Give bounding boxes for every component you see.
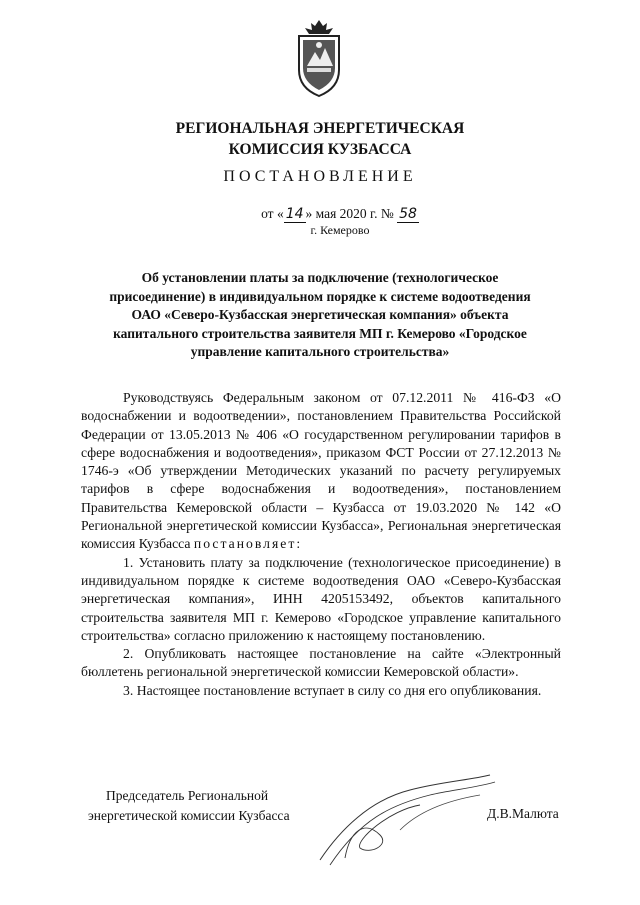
document-title: Об установлении платы за подключение (технологическое присоединение) в индивидуальном порядке к системе водоотведения ОАО «Северо-Кузбасская энергетическая компания» объекта капитального строительства заявителя МП г. Кемерово «Городское управление капитального строительства» <box>109 270 531 359</box>
document-type: ПОСТАНОВЛЕНИЕ <box>223 168 417 185</box>
item-1: 1. Установить плату за подключение (технологическое присоединение) в индивидуальном порядке к системе водоотведения ОАО «Северо-Кузбасская энергетическая компания», ИНН 4205153492, объектов капитального строительства заявителя МП г. Кемерово «Городское управление капитального строительства» согласно приложению к настоящему постановлению. <box>81 554 561 643</box>
intro-text: Руководствуясь Федеральным законом от 07.12.2011 № 416-ФЗ «О водоснабжении и водоотведении», постановлением Правительства Российской Федерации от 13.05.2013 № 406 «О государственном регулировании тарифов в сфере водоснабжения и водоотведения», приказом ФСТ России от 27.12.2013 № 1746-э «Об утверждении Методических указаний по расчету регулируемых тарифов в сфере водоснабжения и водоотведения», постановлением Правительства Кемеровской области – Кузбасса от 19.03.2020 № 142 «О Региональной энергетической комиссии Кузбасса», Региональная энергетическая комиссия Кузбасса <box>81 390 561 552</box>
document-number: 58 <box>399 206 417 222</box>
item-3: 3. Настоящее постановление вступает в силу со дня его опубликования. <box>123 682 542 698</box>
date-line <box>20 206 640 223</box>
decree-word: постановляет: <box>193 536 303 552</box>
signer-position <box>88 786 290 826</box>
handwritten-signature <box>300 760 500 870</box>
signer-name: Д.В.Малюта <box>487 806 559 821</box>
city: г. Кемерово <box>310 223 370 237</box>
document-body <box>81 389 561 700</box>
date-day: 14 <box>285 206 304 222</box>
organization-name: РЕГИОНАЛЬНАЯ ЭНЕРГЕТИЧЕСКАЯ КОМИССИЯ КУЗБАССА <box>175 120 465 158</box>
coat-of-arms-emblem <box>293 18 345 98</box>
date-middle: » мая 2020 г. № <box>305 206 394 221</box>
item-2: 2. Опубликовать настоящее постановление на сайте «Электронный бюллетень региональной энергетической комиссии Кемеровской области». <box>81 646 561 680</box>
position-line-1: Председатель Региональной <box>106 788 269 803</box>
position-line-2: энергетической комиссии Кузбасса <box>88 808 290 823</box>
intro-paragraph <box>81 389 561 554</box>
date-prefix: от « <box>261 206 284 221</box>
